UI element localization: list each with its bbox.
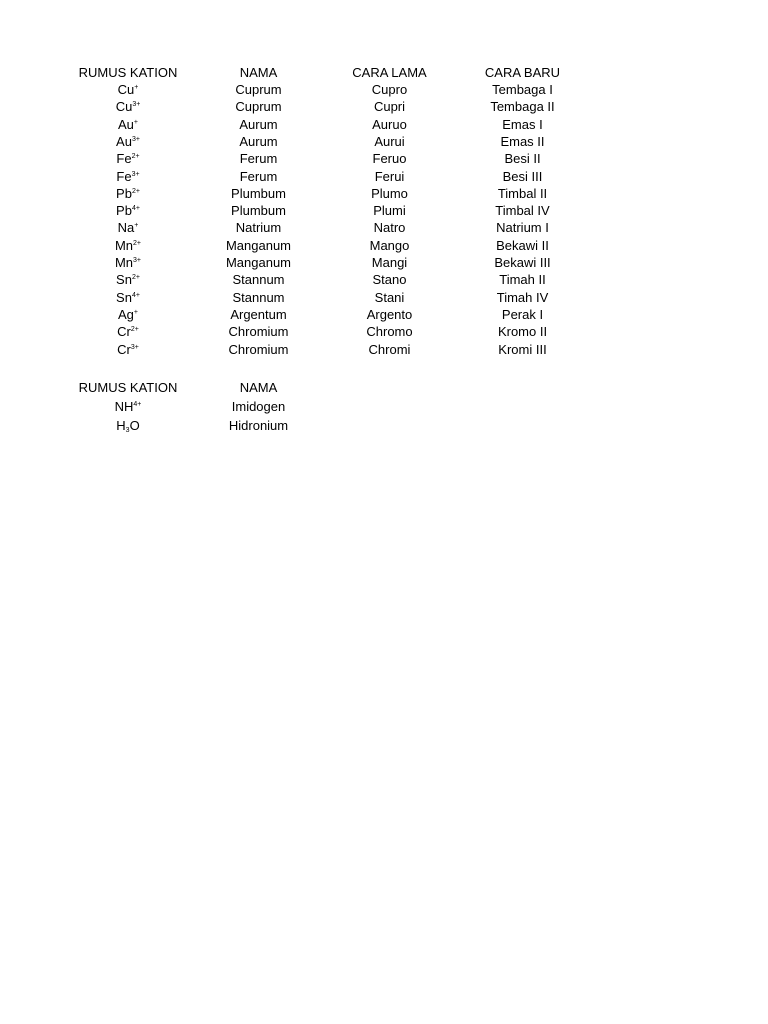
table-row (0, 150, 768, 167)
header-nama: NAMA (239, 65, 278, 80)
formula-base: Cu (115, 99, 133, 115)
cation-cara-baru: Kromo II (497, 324, 548, 340)
formula-base: Mn (114, 255, 134, 270)
cation-formula (63, 398, 193, 418)
header-cara-lama: CARA LAMA (352, 65, 427, 80)
table-row (0, 219, 768, 236)
table-row (0, 254, 768, 271)
cation-cara-lama: Ferui (374, 168, 405, 184)
formula-base: Cu (117, 82, 135, 97)
formula-charge: 2+ (130, 326, 139, 334)
table-row (0, 133, 768, 150)
formula-base: Cr (117, 324, 131, 340)
formula-subscript: 3 (125, 427, 130, 434)
cation-nama: Aurum (239, 116, 278, 132)
cation-nama: Ferum (239, 151, 278, 167)
cation-nama: Cuprum (235, 99, 282, 115)
cation-nama: Chromium (228, 324, 289, 340)
formula-base: Ag (118, 306, 134, 322)
cation-cara-lama: Stano (372, 272, 407, 288)
formula-charge: 3+ (133, 257, 142, 264)
header-rumus-kation: RUMUS KATION (78, 65, 178, 80)
formula-charge: + (133, 308, 138, 316)
cation-cara-baru: Besi II (504, 151, 541, 167)
cation-cara-lama: Cupri (373, 99, 406, 115)
table-row (0, 81, 768, 98)
formula-charge: 3+ (130, 343, 139, 351)
cation-cara-lama: Mangi (371, 255, 408, 270)
formula-charge: 2+ (131, 274, 140, 282)
formula-base: Pb (116, 185, 132, 201)
cation-cara-lama: Chromo (366, 324, 413, 340)
cation-nama: Stannum (232, 272, 285, 288)
table-row (0, 185, 768, 202)
cation-nama: Plumbum (231, 185, 286, 201)
cation-cara-lama: Argento (366, 306, 413, 322)
formula-charge: 3+ (131, 135, 140, 143)
table-row (0, 271, 768, 288)
table-row (0, 341, 768, 358)
cation-nama: Aurum (239, 133, 278, 149)
formula-charge: 4+ (131, 205, 140, 213)
formula-charge: + (134, 222, 139, 230)
cation-cara-lama: Feruo (372, 151, 407, 167)
cation-cara-baru: Bekawi III (494, 255, 551, 270)
cation-nama: Plumbum (231, 203, 286, 219)
cation-nama: Imidogen (231, 399, 286, 414)
cation-cara-baru: Emas I (502, 116, 543, 132)
cation-nama: Stannum (232, 289, 285, 305)
cation-cara-lama: Aurui (374, 133, 405, 149)
table-row (0, 237, 768, 254)
cation-nama: Cuprum (235, 82, 282, 97)
cation-cara-baru: Timah II (499, 272, 546, 288)
table-row (0, 98, 768, 115)
table-row (0, 202, 768, 219)
formula-base: Pb (116, 203, 132, 219)
cation-nama: Manganum (225, 237, 292, 253)
formula-charge: 4+ (131, 291, 140, 299)
cation-cara-baru: Perak I (501, 306, 544, 322)
cation-cara-lama: Auruo (372, 116, 407, 132)
cation-cara-baru: Bekawi II (496, 237, 549, 253)
cation-cara-baru: Besi III (502, 168, 543, 184)
table-row (0, 323, 768, 340)
cation-cara-baru: Kromi III (498, 341, 547, 357)
formula-charge: 4+ (133, 401, 142, 408)
cation-nama: Hidronium (228, 418, 289, 433)
cation-cara-lama: Plumo (371, 185, 408, 201)
formula-charge: 2+ (131, 153, 140, 161)
formula-charge: 3+ (132, 101, 141, 109)
cation-cara-baru: Emas II (500, 133, 545, 149)
formula-charge: 3+ (131, 170, 140, 178)
cation-nama: Natrium (235, 220, 282, 236)
cation-cara-lama: Stani (374, 289, 405, 305)
cation-cara-lama: Chromi (368, 341, 411, 357)
cation-cara-baru: Timah IV (496, 289, 549, 305)
formula-base: Sn (116, 272, 132, 288)
table-row (0, 417, 768, 434)
table-row (0, 306, 768, 323)
formula-base: NH (114, 399, 134, 414)
table-row (0, 398, 768, 415)
table2-header-row (0, 379, 768, 396)
cation-cara-lama: Mango (369, 237, 410, 253)
cation-formula (63, 417, 193, 437)
cation-cara-baru: Tembaga II (490, 99, 555, 115)
table-row (0, 168, 768, 185)
cation-nama: Ferum (239, 168, 278, 184)
header-nama: NAMA (239, 380, 278, 395)
formula-base: Sn (116, 289, 132, 305)
cation-cara-baru: Tembaga I (492, 82, 553, 97)
cation-nama: Manganum (225, 255, 292, 270)
formula-base: Na (117, 220, 135, 236)
formula-base: Fe (116, 151, 132, 167)
formula-base: Cr (117, 341, 131, 357)
formula-charge: + (134, 84, 139, 91)
table-row (0, 116, 768, 133)
cation-cara-lama: Natro (373, 220, 406, 236)
cation-cara-baru: Timbal IV (495, 203, 550, 219)
formula-base: Mn (114, 237, 134, 253)
cation-cara-baru: Natrium I (496, 220, 549, 236)
formula-charge: + (133, 118, 138, 126)
formula-tail: O (129, 418, 140, 433)
cation-nama: Chromium (228, 341, 289, 357)
header-rumus-kation: RUMUS KATION (78, 380, 178, 395)
formula-base: Fe (116, 168, 132, 184)
formula-base: Au (118, 116, 134, 132)
header-cara-baru: CARA BARU (484, 65, 561, 80)
table-row (0, 289, 768, 306)
formula-base: Au (116, 133, 132, 149)
cation-nama: Argentum (230, 306, 287, 322)
cation-cara-lama: Plumi (373, 203, 406, 219)
formula-base: H (116, 418, 126, 433)
cation-formula (63, 341, 193, 361)
formula-charge: 2+ (133, 239, 142, 247)
cation-cara-lama: Cupro (371, 82, 408, 97)
formula-charge: 2+ (131, 187, 140, 195)
table1-header-row (0, 64, 768, 81)
cation-cara-baru: Timbal II (497, 185, 548, 201)
